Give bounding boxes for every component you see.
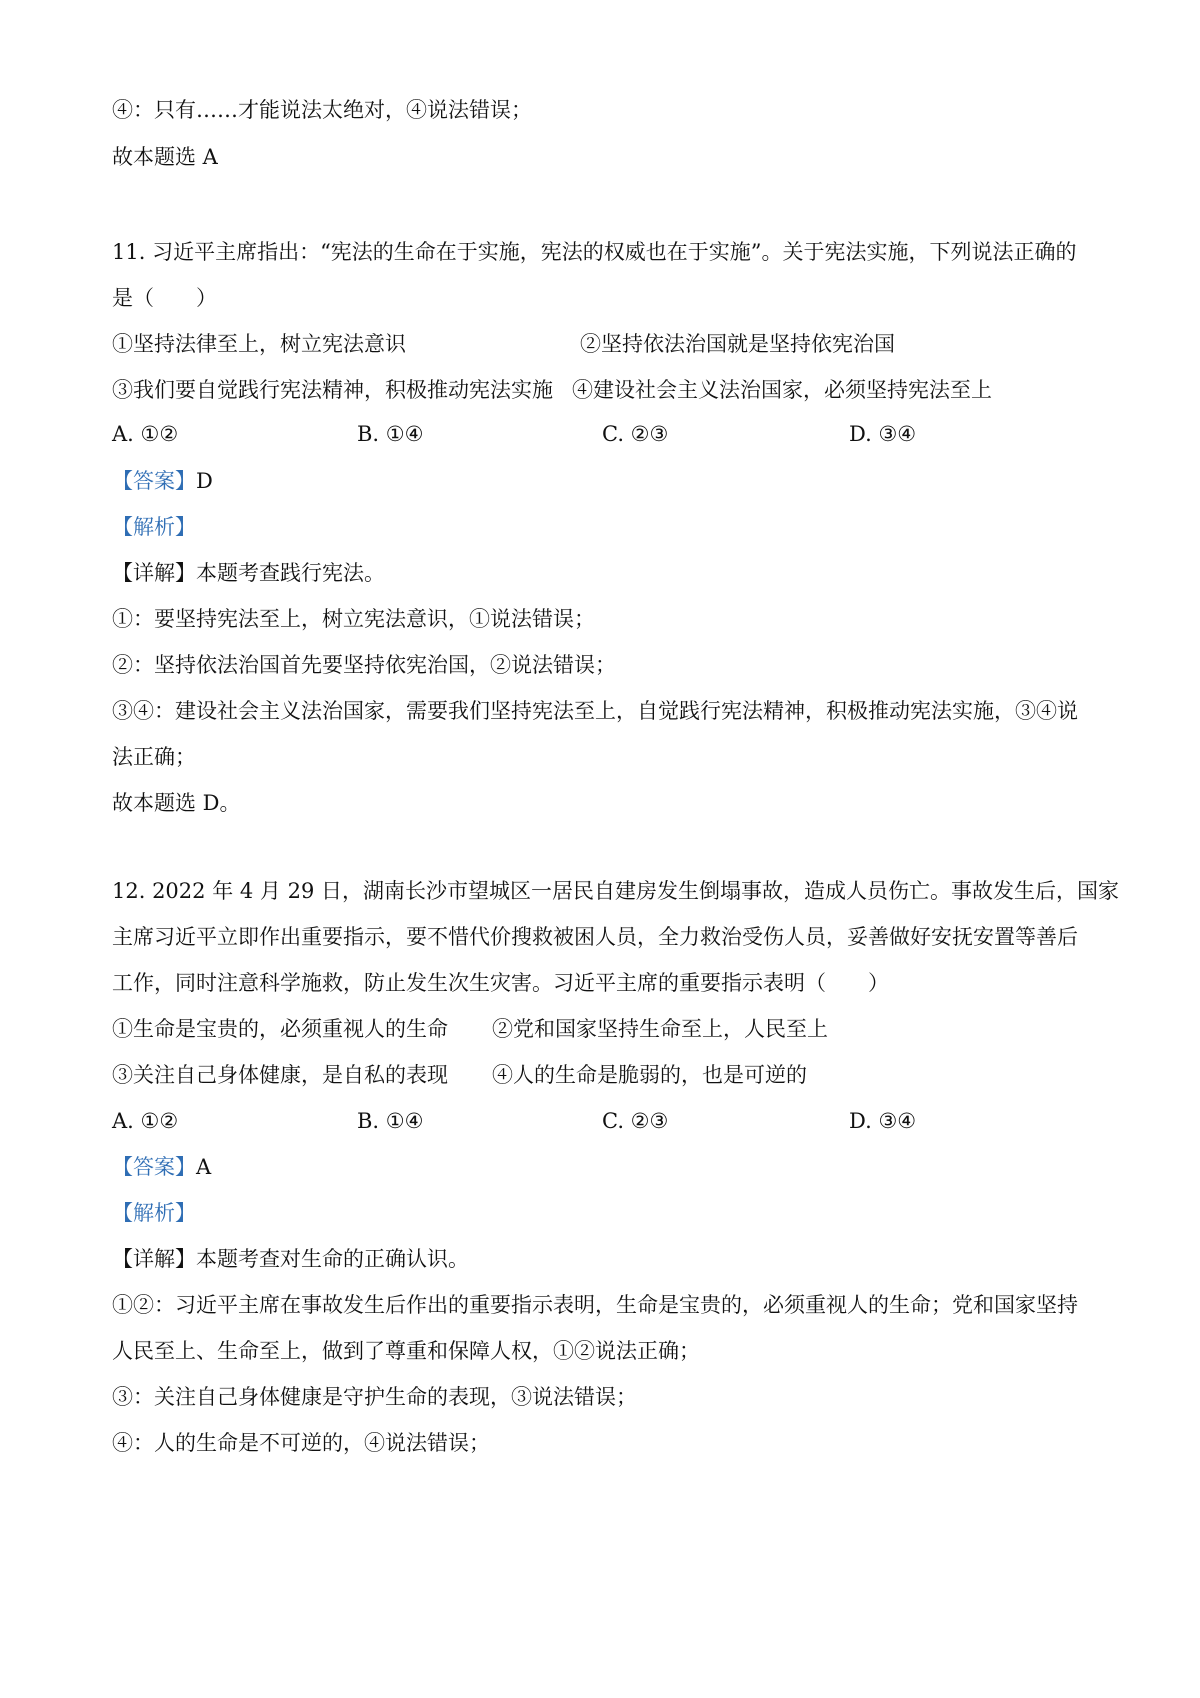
explanation-line: ②：坚持依法治国首先要坚持依宪治国，②说法错误； — [112, 653, 616, 677]
question-11-stem-cont: 是（ ） — [112, 286, 217, 310]
answer-value: D — [196, 469, 213, 493]
options-row — [112, 1107, 1102, 1135]
explanation-line: ①：要坚持宪法至上，树立宪法意识，①说法错误； — [112, 607, 595, 631]
answer-line — [112, 467, 213, 495]
explanation-line-cont: 法正确； — [112, 745, 196, 769]
answer-line — [112, 1153, 211, 1181]
explanation-line: ③④：建设社会主义法治国家，需要我们坚持宪法至上，自觉践行宪法精神，积极推动宪法实施，③④说 — [112, 699, 1078, 723]
explanation-line: ①②：习近平主席在事故发生后作出的重要指示表明，生命是宝贵的，必须重视人的生命；党和国家坚持 — [112, 1293, 1078, 1317]
statement-4: ④建设社会主义法治国家，必须坚持宪法至上 — [572, 378, 992, 402]
explanation-line: ③：关注自己身体健康是守护生命的表现，③说法错误； — [112, 1385, 637, 1409]
option-c: C. ②③ — [602, 1109, 669, 1133]
option-d: D. ③④ — [849, 422, 917, 446]
question-12-stem: 12. 2022 年 4 月 29 日，湖南长沙市望城区一居民自建房发生倒塌事故，造成人员伤亡。事故发生后，国家 — [112, 879, 1119, 903]
question-11-stem: 11. 习近平主席指出：“宪法的生命在于实施，宪法的权威也在于实施”。关于宪法实施，下列说法正确的 — [112, 240, 1077, 264]
detail-line: 【详解】本题考查对生命的正确认识。 — [112, 1247, 469, 1271]
options-row — [112, 420, 1102, 448]
option-a: A. ①② — [112, 1109, 179, 1133]
analysis-tag: 【解析】 — [112, 1201, 196, 1225]
statement-4: ④人的生命是脆弱的，也是可逆的 — [492, 1063, 807, 1087]
analysis-tag: 【解析】 — [112, 515, 196, 539]
explanation-line-cont: 人民至上、生命至上，做到了尊重和保障人权，①②说法正确； — [112, 1339, 700, 1363]
statement-1: ①生命是宝贵的，必须重视人的生命 — [112, 1017, 448, 1041]
answer-tag: 【答案】 — [112, 1155, 196, 1179]
statement-2: ②坚持依法治国就是坚持依宪治国 — [580, 332, 895, 356]
answer-value: A — [196, 1155, 212, 1179]
question-12-stem-cont: 工作，同时注意科学施救，防止发生次生灾害。习近平主席的重要指示表明（ ） — [112, 971, 889, 995]
conclusion-line: 故本题选 D。 — [112, 791, 241, 815]
explanation-line: ④：人的生命是不可逆的，④说法错误； — [112, 1431, 490, 1455]
explanation-line: ④：只有……才能说法太绝对，④说法错误； — [112, 98, 532, 122]
statement-3: ③关注自己身体健康，是自私的表现 — [112, 1063, 448, 1087]
option-b: B. ①④ — [357, 422, 424, 446]
statement-3: ③我们要自觉践行宪法精神，积极推动宪法实施 — [112, 378, 553, 402]
question-12-stem-cont: 主席习近平立即作出重要指示，要不惜代价搜救被困人员，全力救治受伤人员，妥善做好安抚安置等善后 — [112, 925, 1078, 949]
option-a: A. ①② — [112, 422, 179, 446]
statement-2: ②党和国家坚持生命至上，人民至上 — [492, 1017, 828, 1041]
conclusion-line: 故本题选 A — [112, 145, 218, 169]
option-c: C. ②③ — [602, 422, 669, 446]
option-b: B. ①④ — [357, 1109, 424, 1133]
answer-tag: 【答案】 — [112, 469, 196, 493]
option-d: D. ③④ — [849, 1109, 917, 1133]
detail-line: 【详解】本题考查践行宪法。 — [112, 561, 385, 585]
statement-1: ①坚持法律至上，树立宪法意识 — [112, 332, 406, 356]
